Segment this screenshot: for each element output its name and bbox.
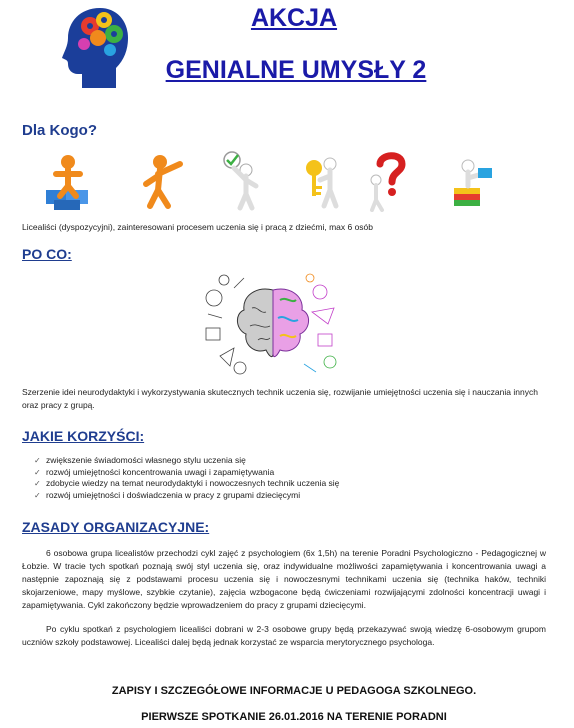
- purpose-description: Szerzenie idei neurodydaktyki i wykorzystywania skutecznych technik uczenia się, rozwijanie umiejętności uczenia się i nauczania innych oraz pracy z grupą.: [22, 387, 538, 410]
- benefits-list: [34, 455, 339, 501]
- list-item: ✓ zwiększenie świadomości własnego stylu uczenia się: [34, 455, 246, 465]
- checkmark-bullet-icon: ✓: [34, 456, 41, 465]
- key-figure-icon: [294, 150, 350, 212]
- page-title-line2: GENIALNE UMYSŁY 2: [165, 56, 427, 84]
- rules-heading: ZASADY ORGANIZACYJNE:: [22, 519, 210, 535]
- footer-line-2: PIERWSZE SPOTKANIE 26.01.2016 NA TERENIE PORADNI: [141, 711, 447, 723]
- checkmark-bullet-icon: ✓: [34, 479, 41, 488]
- benefits-heading: JAKIE KORZYŚCI:: [22, 428, 145, 444]
- reading-figure-icon: [444, 150, 500, 212]
- page-title-line1: AKCJA: [250, 4, 338, 32]
- audience-description: Licealiści (dyspozycyjni), zainteresowani procesem uczenia się i pracą z dziećmi, max 6 osób: [22, 222, 374, 232]
- footer-line-1: ZAPISY I SZCZEGÓŁOWE INFORMACJE U PEDAGOGA SZKOLNEGO.: [111, 685, 477, 697]
- figures-row: [40, 150, 500, 216]
- list-item: ✓ rozwój umiejętności koncentrowania uwagi i zapamiętywania: [34, 466, 275, 477]
- list-item: ✓ zdobycie wiedzy na temat neurodydaktyki i nowoczesnych technik uczenia się: [34, 478, 340, 488]
- purpose-heading: PO CO:: [22, 246, 72, 262]
- rules-paragraph-2: Po cyklu spotkań z psychologiem licealiści dobrani w 2-3 osobowe grupy będą przekazywać swoją wiedzę 6-osobowym grupom uczniów szkoły podstawowej. Licealiści dalej będą jednak korzystać ze wsparcia merytorycznego psychologa.: [22, 624, 546, 647]
- puzzle-figure-icon: [40, 150, 96, 212]
- checkmark-bullet-icon: ✓: [34, 490, 41, 500]
- checkmark-figure-icon: [216, 150, 272, 212]
- audience-heading: Dla Kogo?: [22, 122, 97, 139]
- pointing-figure-icon: [130, 150, 186, 212]
- list-item: ✓ rozwój umiejętności i doświadczenia w pracy z grupami dziecięcymi: [34, 489, 301, 500]
- checkmark-bullet-icon: ✓: [34, 467, 41, 477]
- rules-paragraph-1: 6 osobowa grupa licealistów przechodzi cykl zajęć z psychologiem (6x 1,5h) na terenie Poradni Psychologiczno - Pedagogicznej w Łobzie. W tracie tych spotkań poznają swój styl uczenia się, oraz indywidualne możliwości zapamiętywania i koncentrowania uwagi a następnie zapoznają się z podstawami procesu uczenia się i nowoczesnymi technikami uczenia się (technika haków, techniki skojarzeniowe, mapy myślowe, szybkie czytanie), zajęcia wzbogacone będą ćwiczeniami rozwijającymi zdolności koncentracji uwagi i zapamiętywania. Cykl zakończony będzie wprowadzeniem do pracy z grupami dziecięcymi.: [22, 548, 546, 610]
- question-mark-figure-icon: [360, 150, 416, 212]
- sketch-brain-icon: [200, 268, 346, 380]
